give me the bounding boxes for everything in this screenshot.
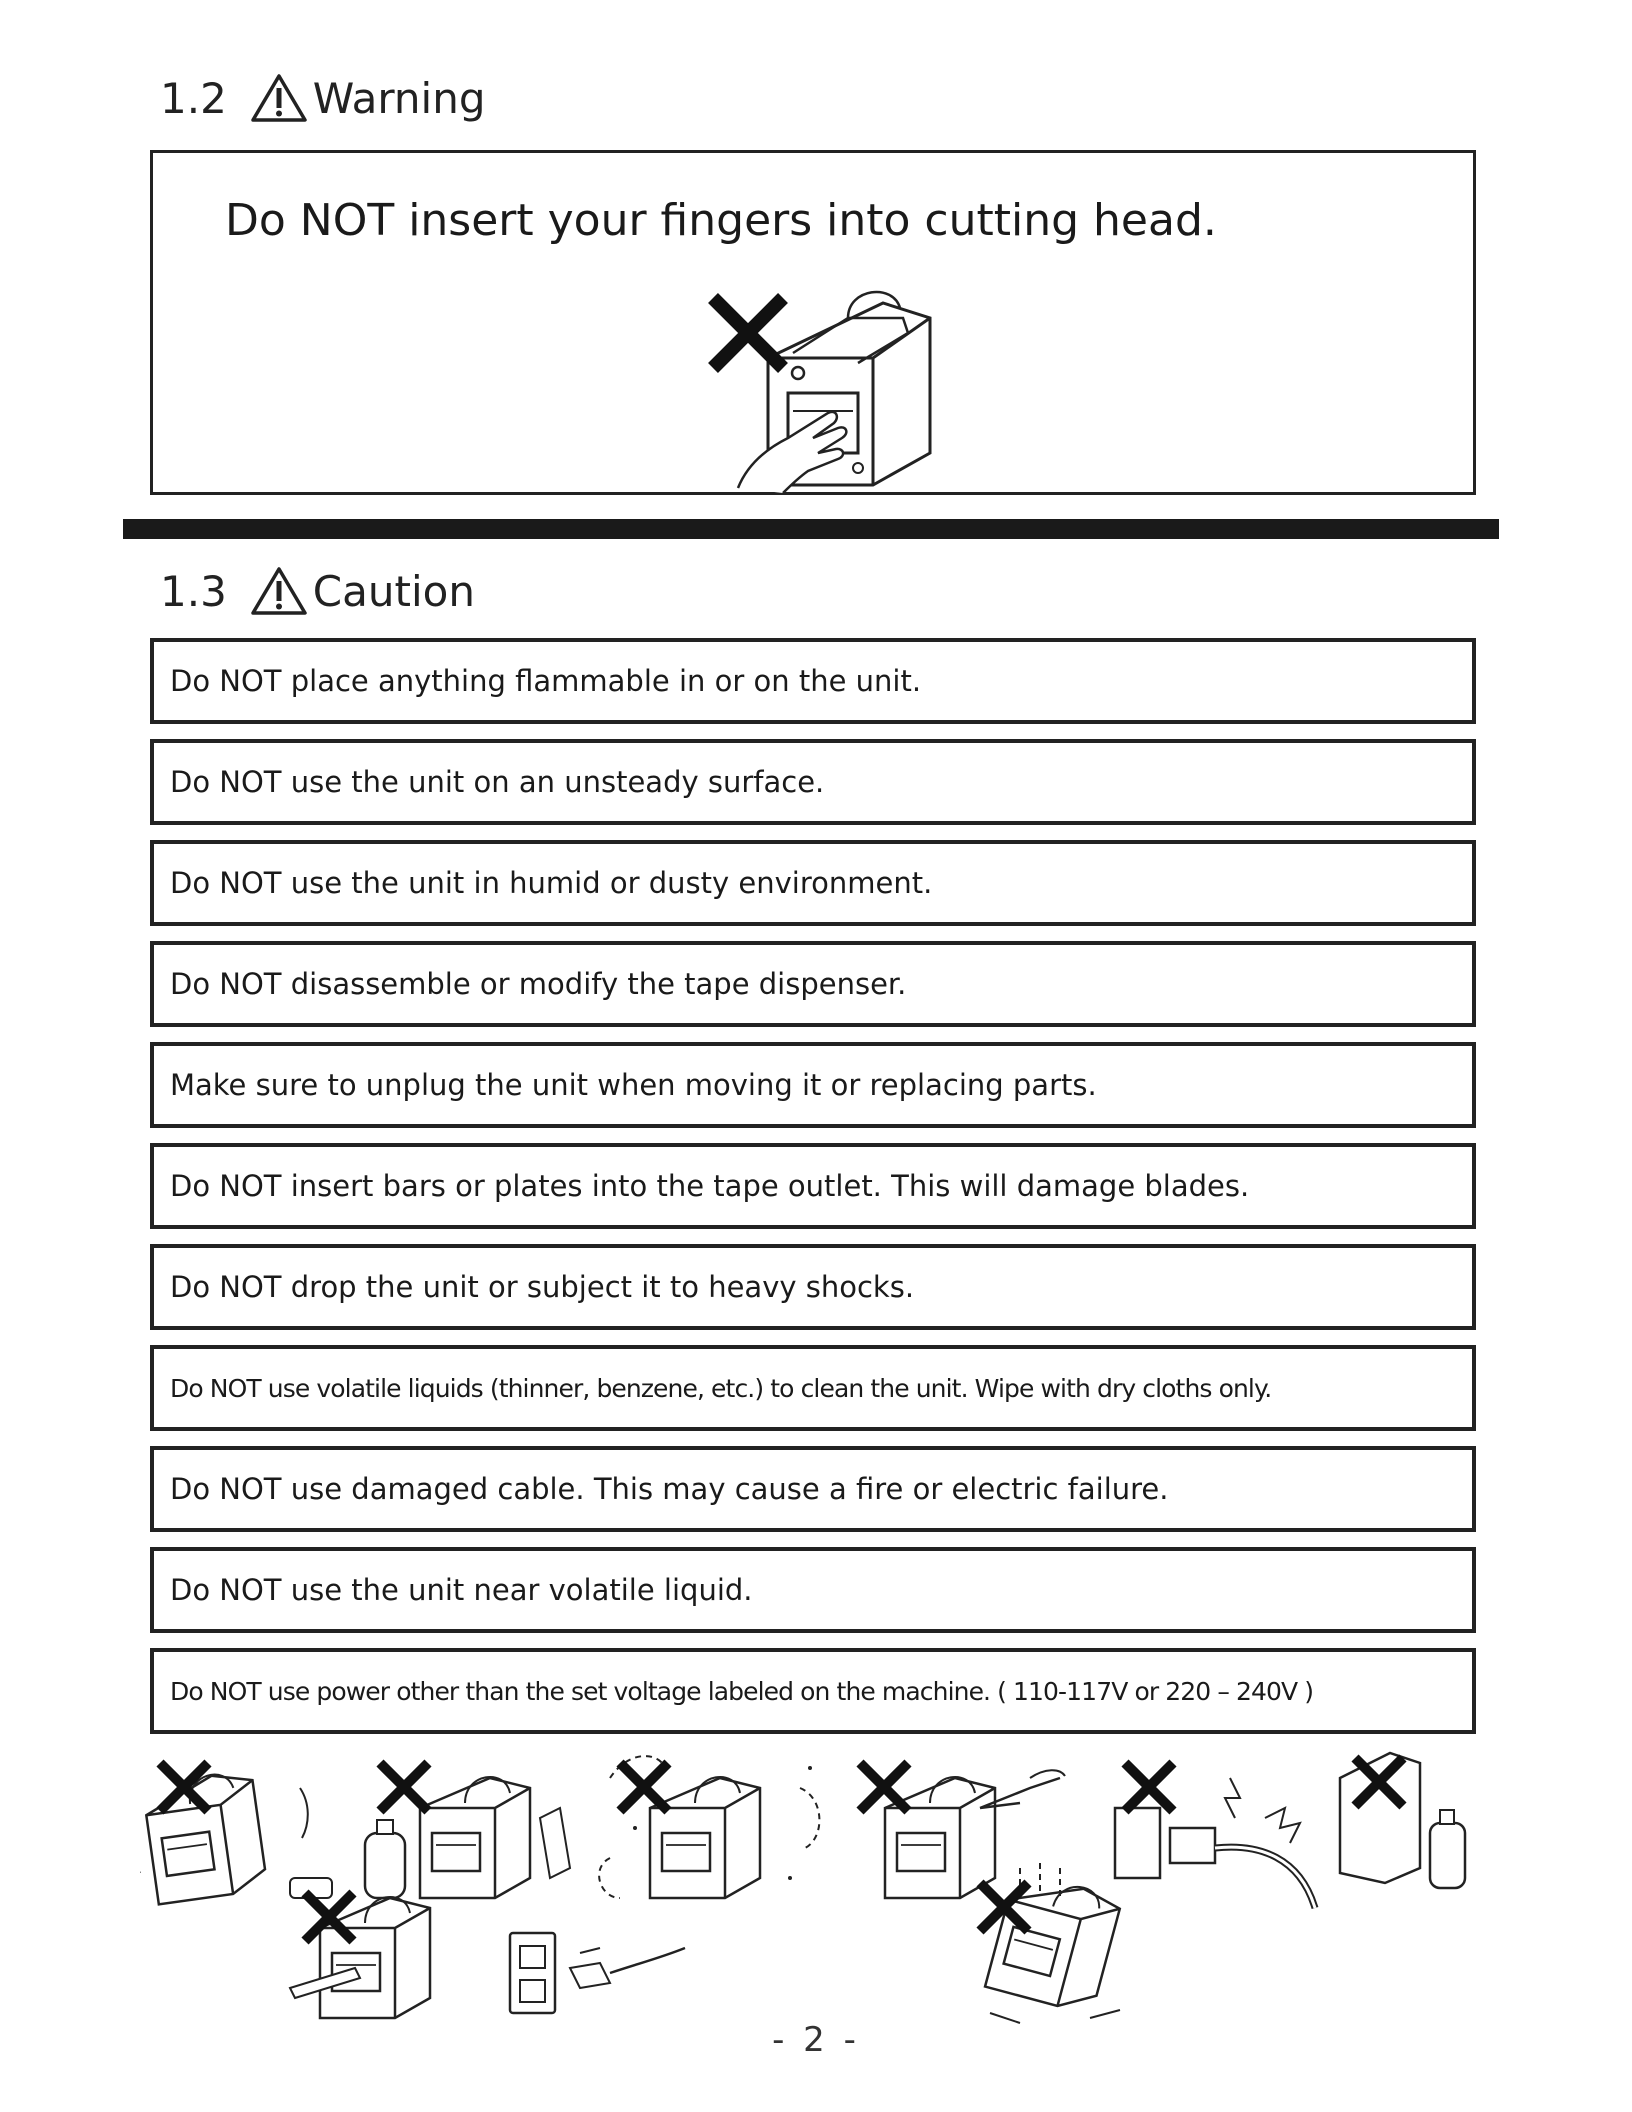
finger-in-cutting-head-prohibited-illustration (708, 263, 948, 493)
warning-section-number: 1.2 (160, 73, 227, 123)
disassemble-illustration (860, 1763, 1065, 1898)
section-divider (123, 519, 1499, 539)
drop-shock-illustration (980, 1863, 1123, 2023)
warning-triangle-icon (249, 565, 309, 617)
tape-outlet-bar-illustration (290, 1893, 430, 2018)
warning-heading (160, 72, 485, 124)
caution-item-flammable: Do NOT place anything flammable in or on the unit. (150, 638, 1476, 724)
caution-heading (160, 565, 475, 617)
damaged-cable-illustration (1115, 1763, 1315, 1908)
flammable-illustration (365, 1763, 570, 1898)
caution-item-tape-outlet: Do NOT insert bars or plates into the tape outlet. This will damage blades. (150, 1143, 1476, 1229)
caution-item-near-volatile: Do NOT use the unit near volatile liquid. (150, 1547, 1476, 1633)
caution-item-unsteady-surface: Do NOT use the unit on an unsteady surface. (150, 739, 1476, 825)
warning-triangle-icon (249, 72, 309, 124)
caution-item-unplug: Make sure to unplug the unit when moving it or replacing parts. (150, 1042, 1476, 1128)
caution-section-number: 1.3 (160, 566, 227, 616)
caution-item-disassemble: Do NOT disassemble or modify the tape dispenser. (150, 941, 1476, 1027)
warning-section-title: Warning (312, 73, 486, 123)
warning-box (150, 150, 1476, 495)
unplug-illustration (510, 1933, 685, 2013)
caution-item-voltage: Do NOT use power other than the set voltage labeled on the machine. ( 110-117V or 220 – 240V ) (150, 1648, 1476, 1734)
volatile-liquid-illustration (1340, 1753, 1465, 1888)
caution-item-drop: Do NOT drop the unit or subject it to heavy shocks. (150, 1244, 1476, 1330)
page-number: - 2 - (772, 2020, 860, 2060)
caution-item-humid-dusty: Do NOT use the unit in humid or dusty environment. (150, 840, 1476, 926)
caution-illustrations (140, 1748, 1480, 2028)
warning-message: Do NOT insert your fingers into cutting head. (225, 195, 1217, 246)
caution-section-title: Caution (312, 566, 475, 616)
unsteady-surface-illustration (140, 1763, 332, 1904)
caution-item-damaged-cable: Do NOT use damaged cable. This may cause a fire or electric failure. (150, 1446, 1476, 1532)
caution-item-volatile-cleaning: Do NOT use volatile liquids (thinner, benzene, etc.) to clean the unit. Wipe with dry cloths only. (150, 1345, 1476, 1431)
humid-dusty-illustration (599, 1756, 819, 1898)
